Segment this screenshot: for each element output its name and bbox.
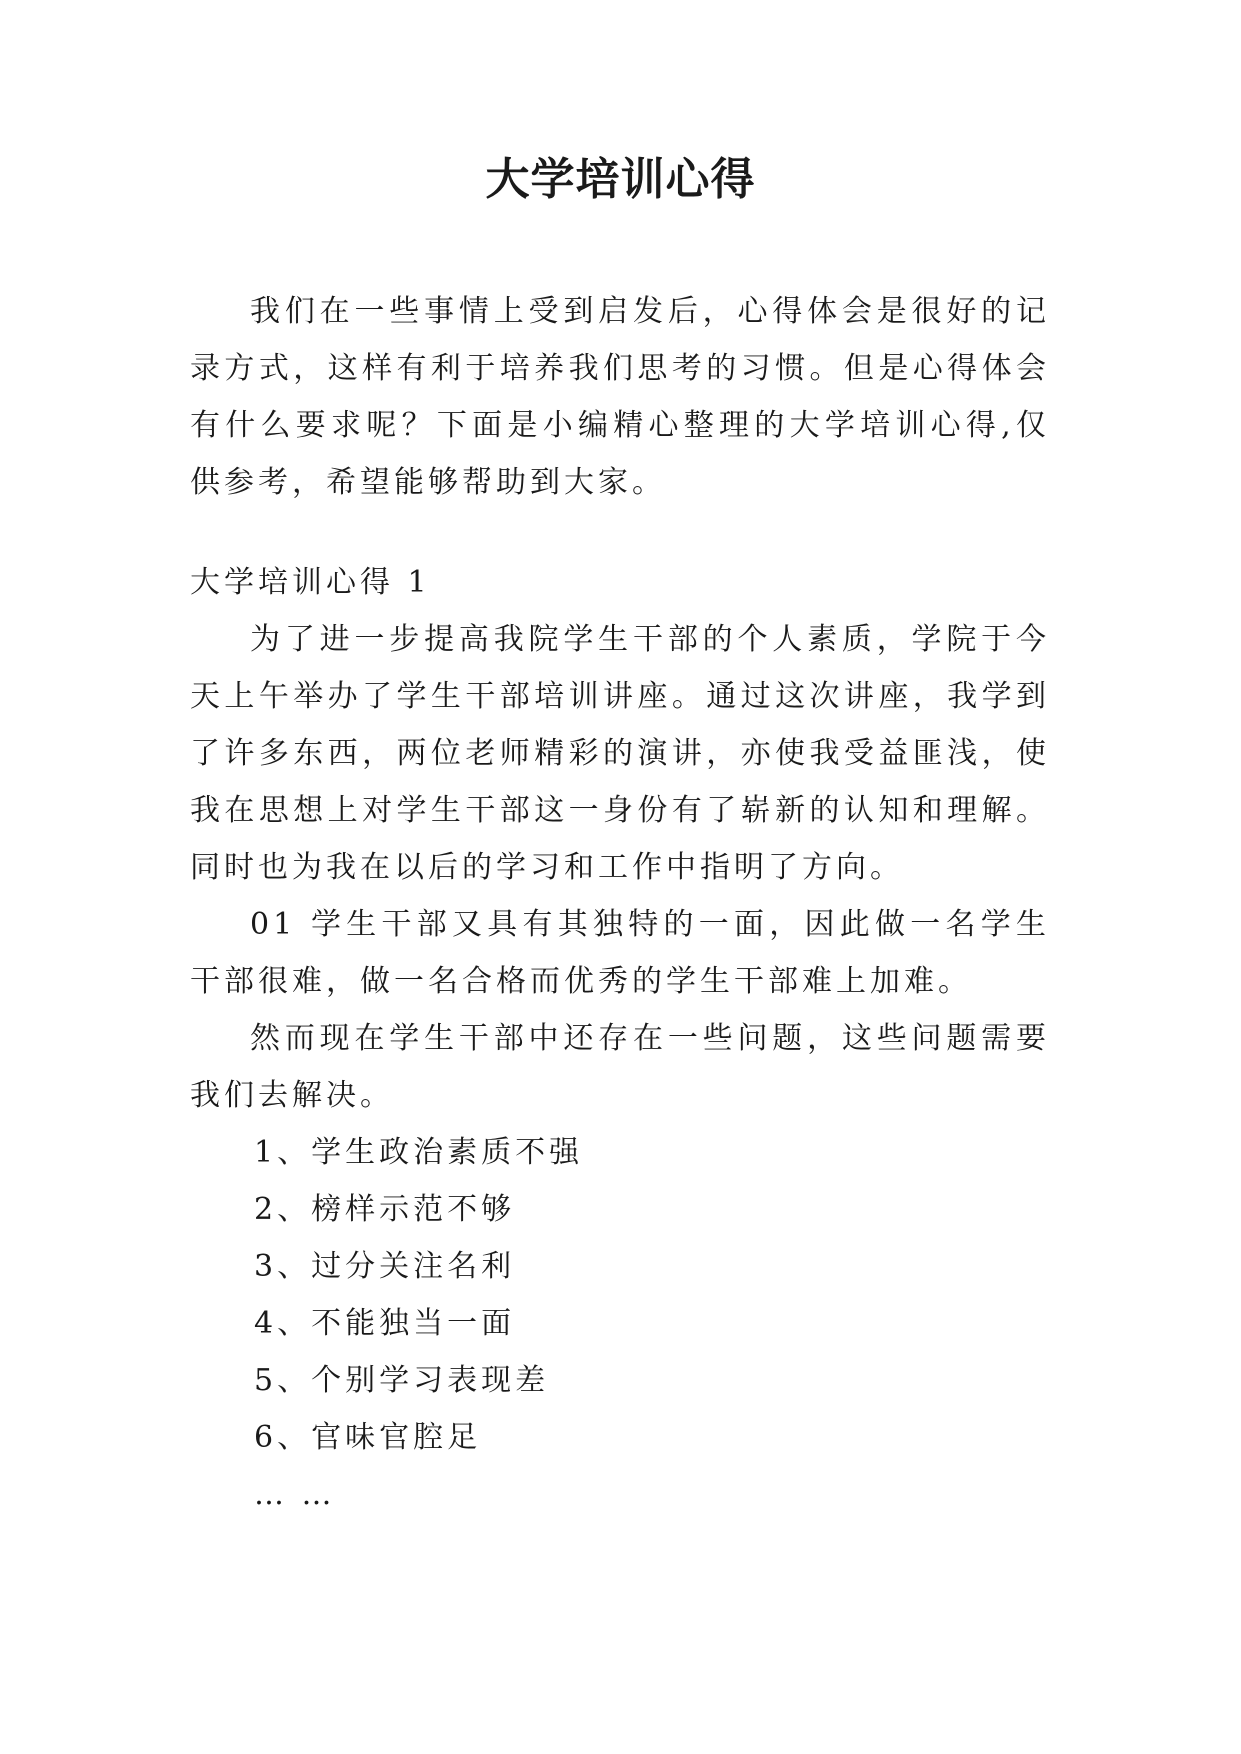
list-item: 4、不能独当一面 <box>254 1306 516 1341</box>
intro-paragraph: 我们在一些事情上受到启发后，心得体会是很好的记录方式，这样有利于培养我们思考的习惯。但是心得体会有什么要求呢？下面是小编精心整理的大学培训心得,仅供参考，希望能够帮助到大家。 <box>190 294 1050 500</box>
list-item: 3、过分关注名利 <box>254 1249 516 1284</box>
body-paragraph: 为了进一步提高我院学生干部的个人素质，学院于今天上午举办了学生干部培训讲座。通过这次讲座，我学到了许多东西，两位老师精彩的演讲，亦使我受益匪浅，使我在思想上对学生干部这一身份有了崭新的认知和理解。同时也为我在以后的学习和工作中指明了方向。 <box>190 622 1050 885</box>
list-item: 6、官味官腔足 <box>254 1420 482 1455</box>
list-ellipsis: … … <box>254 1477 336 1512</box>
body-paragraph: 01 学生干部又具有其独特的一面，因此做一名学生干部很难，做一名合格而优秀的学生干部难上加难。 <box>190 907 1050 999</box>
list-item: 1、学生政治素质不强 <box>254 1135 584 1170</box>
body-paragraph: 然而现在学生干部中还存在一些问题，这些问题需要我们去解决。 <box>190 1021 1050 1113</box>
document-body <box>190 283 1050 1523</box>
section-heading: 大学培训心得 1 <box>190 565 431 600</box>
list-item: 5、个别学习表现差 <box>254 1363 550 1398</box>
document-title: 大学培训心得 <box>485 154 756 205</box>
list-item: 2、榜样示范不够 <box>254 1192 516 1227</box>
